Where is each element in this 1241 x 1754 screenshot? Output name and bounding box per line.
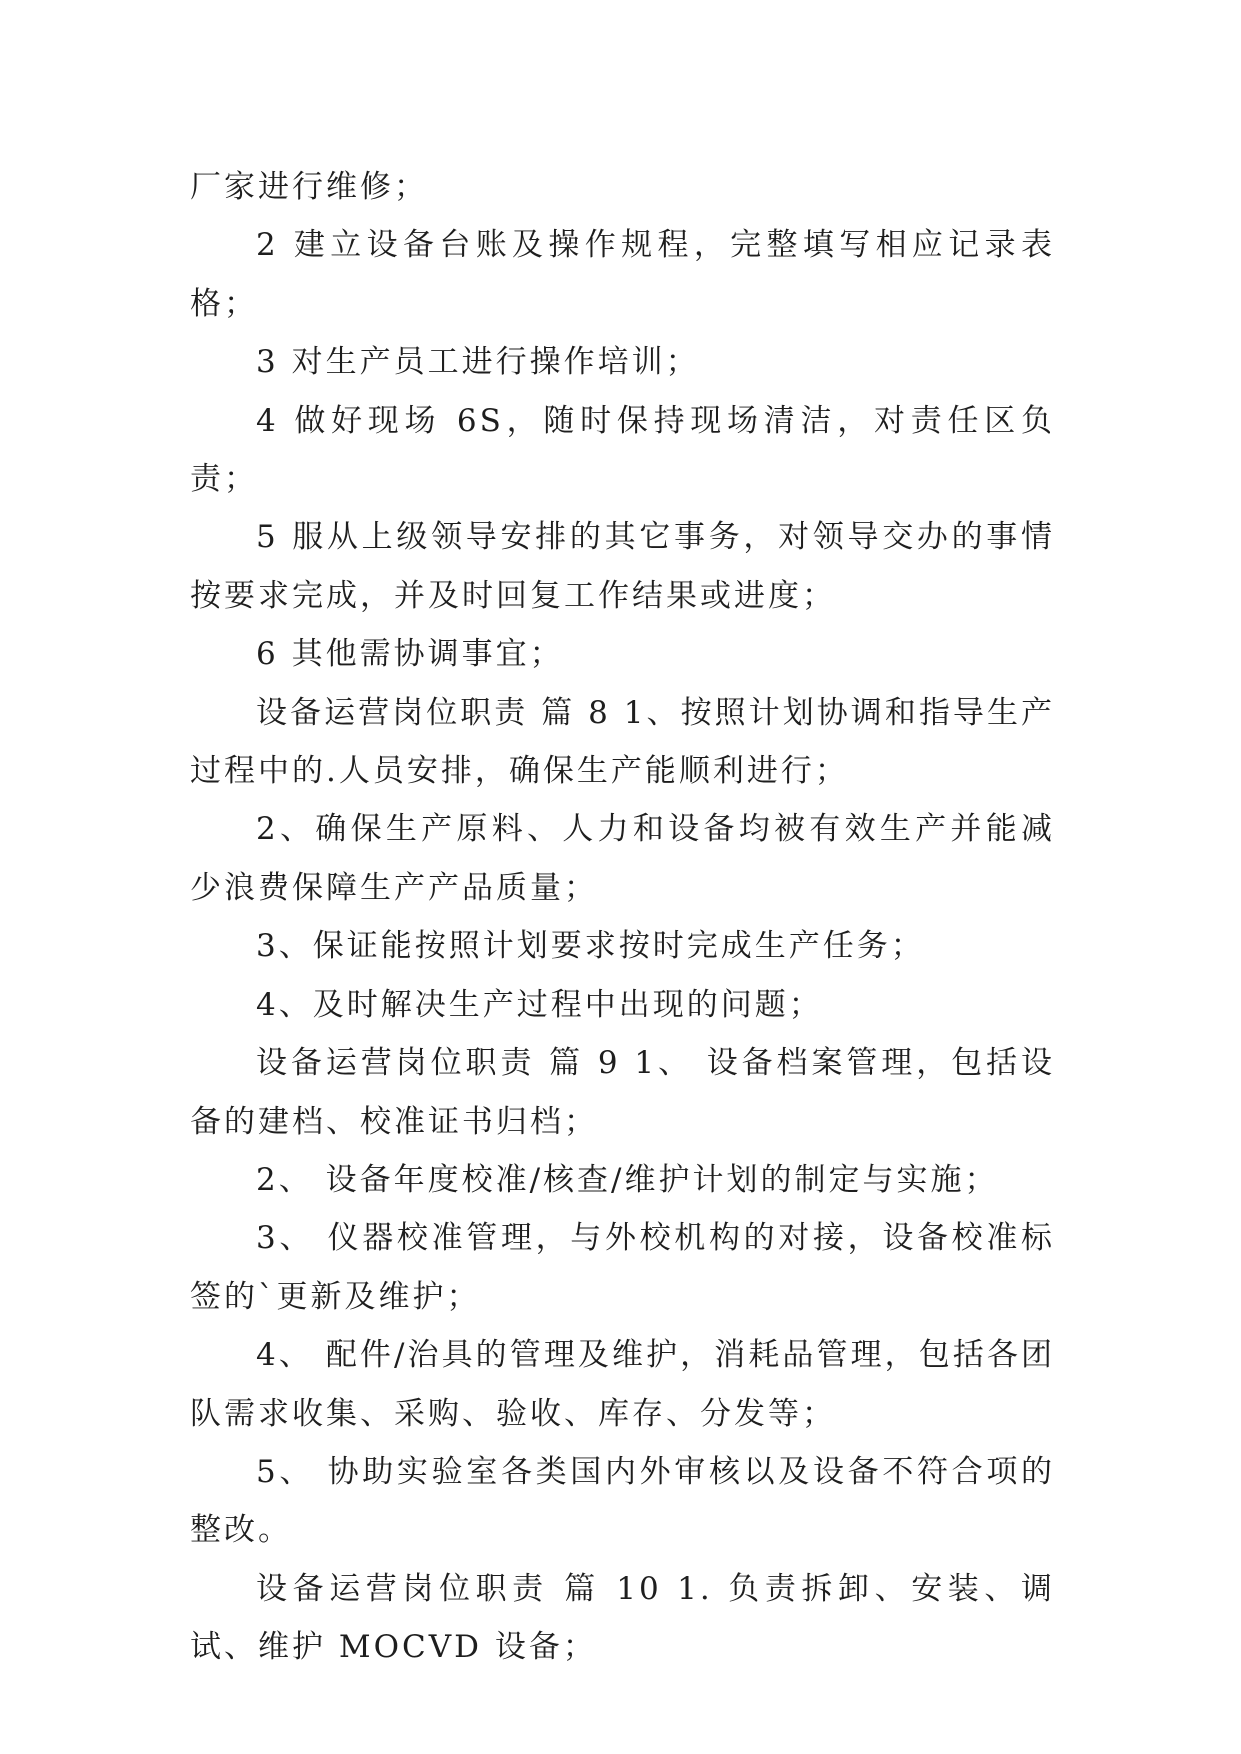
paragraph: 2、 设备年度校准/核查/维护计划的制定与实施； [256,1161,999,1198]
paragraph: 3、保证能按照计划要求按时完成生产任务； [256,928,925,965]
paragraph: 5、 协助实验室各类国内外审核以及设备不符合项的整改。 [190,1453,1055,1549]
paragraph: 6 其他需协调事宜； [256,636,564,673]
paragraph: 3、 仪器校准管理，与外校机构的对接，设备校准标签的`更新及维护； [190,1220,1055,1315]
paragraph: 厂家进行维修； [190,169,428,205]
paragraph: 4、 配件/治具的管理及维护，消耗品管理，包括各团队需求收集、采购、验收、库存、分发等； [190,1337,1055,1432]
document-body [190,158,1055,1677]
paragraph: 2、确保生产原料、人力和设备均被有效生产并能减少浪费保障生产产品质量； [190,811,1055,906]
paragraph: 2 建立设备台账及操作规程，完整填写相应记录表格； [190,227,1055,322]
paragraph: 3 对生产员工进行操作培训； [256,344,700,381]
paragraph: 4、及时解决生产过程中出现的问题； [256,986,823,1023]
section-heading-paragraph: 设备运营岗位职责 篇 10 1. 负责拆卸、安装、调试、维护 MOCVD 设备； [190,1570,1055,1666]
paragraph: 5 服从上级领导安排的其它事务，对领导交办的事情按要求完成，并及时回复工作结果或进度； [190,519,1055,614]
section-heading-paragraph: 设备运营岗位职责 篇 8 1、按照计划协调和指导生产过程中的.人员安排，确保生产能顺利进行； [190,694,1055,790]
paragraph: 4 做好现场 6S，随时保持现场清洁，对责任区负责； [190,402,1055,498]
section-heading-paragraph: 设备运营岗位职责 篇 9 1、 设备档案管理，包括设备的建档、校准证书归档； [190,1045,1055,1140]
